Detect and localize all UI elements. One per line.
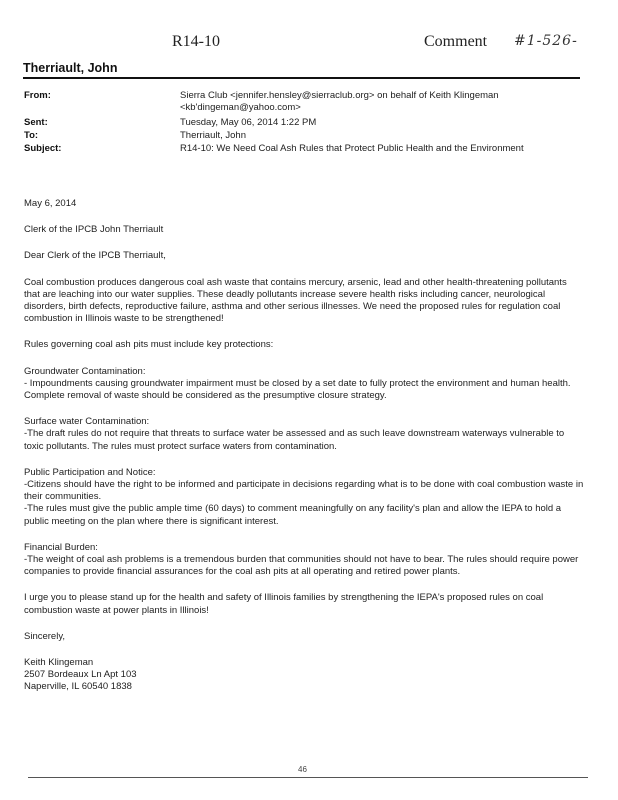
comment-number: #1-526- xyxy=(514,33,578,49)
financial-heading: Financial Burden: xyxy=(24,541,98,553)
signoff: Sincerely, xyxy=(24,630,66,642)
subject-value: R14-10: We Need Coal Ash Rules that Protect Public Health and the Environment xyxy=(180,143,524,154)
letter-salutation: Dear Clerk of the IPCB Therriault, xyxy=(24,250,166,262)
public-point-2: -The rules must give the public ample time (60 days) to comment meaningfully on any facility's plan and allow the IEPA to hold a public meeting on the plan where there is significant interest. xyxy=(24,503,562,527)
from-value-email: <kb'dingeman@yahoo.com> xyxy=(180,102,301,113)
letter-date: May 6, 2014 xyxy=(24,198,77,209)
public-point-1: -Citizens should have the right to be informed and participate in decisions regarding what is to be done with coal combustion waste in their communities. xyxy=(24,479,584,503)
groundwater-point-2: Complete removal of waste should be considered as the presumptive closure strategy. xyxy=(24,390,387,402)
header-divider xyxy=(23,77,580,79)
rules-statement: Rules governing coal ash pits must include key protections: xyxy=(24,339,274,351)
groundwater-point-1: - Impoundments causing groundwater impairment must be closed by a set date to fully protect the environment and human health. xyxy=(24,377,571,389)
page-number: 46 xyxy=(298,765,307,774)
surface-point-1: -The draft rules do not require that threats to surface water be assessed and as such leave downstream waterways vulnerable to toxic pollutants. The rules must protect surface waters from contamination. xyxy=(24,428,565,452)
subject-label: Subject: xyxy=(24,143,62,154)
letter-body xyxy=(24,198,584,694)
address-line-1: 2507 Bordeaux Ln Apt 103 xyxy=(24,669,137,681)
closing-request: I urge you to please stand up for the health and safety of Illinois families by strengthening the IEPA's proposed rules on coal combustion waste at power plants in Illinois! xyxy=(24,592,544,616)
financial-point-1: -The weight of coal ash problems is a tremendous burden that communities should not have to bear. The rules should require power companies to provide financial assurances for the coal ash pits at all operating and retired power plants. xyxy=(24,554,579,578)
signer-name: Keith Klingeman xyxy=(24,657,94,669)
sent-label: Sent: xyxy=(24,117,48,128)
address-line-2: Naperville, IL 60540 1838 xyxy=(24,681,132,693)
comment-label: Comment xyxy=(424,33,488,50)
surface-heading: Surface water Contamination: xyxy=(24,416,150,428)
recipient-name: Therriault, John xyxy=(23,61,118,75)
groundwater-heading: Groundwater Contamination: xyxy=(24,365,146,377)
footer-divider xyxy=(28,777,588,778)
intro-paragraph: Coal combustion produces dangerous coal ash waste that contains mercury, arsenic, lead and other health-threatening pollutants that are leaching into our water supplies. These deadly pollutants increase severe health risks including cancer, neurological disorders, birth defects, reproductive failure, asthma and other serious illnesses. We need the proposed rules for regulation coal combustion in Illinois waste to be strengthened! xyxy=(24,276,567,325)
docket-number: R14-10 xyxy=(172,33,220,50)
from-value: Sierra Club <jennifer.hensley@sierraclub.org> on behalf of Keith Klingeman xyxy=(180,90,499,101)
from-label: From: xyxy=(24,90,51,101)
letter-addressee: Clerk of the IPCB John Therriault xyxy=(24,224,164,236)
to-value: Therriault, John xyxy=(180,130,247,141)
public-heading: Public Participation and Notice: xyxy=(24,466,156,478)
sent-value: Tuesday, May 06, 2014 1:22 PM xyxy=(180,117,317,128)
to-label: To: xyxy=(24,130,39,141)
